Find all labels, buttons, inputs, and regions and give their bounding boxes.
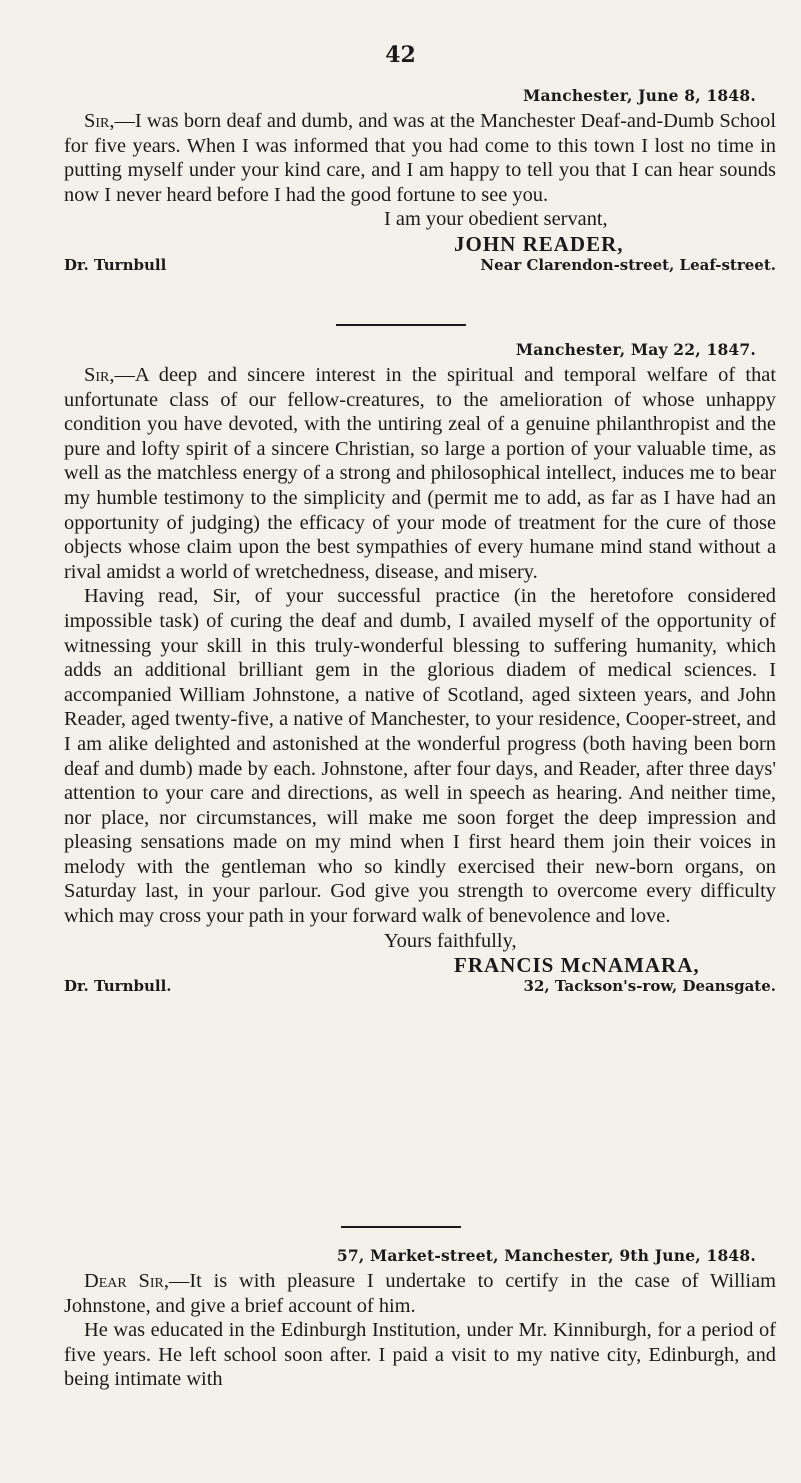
letter-body-text: —I was born deaf and dumb, and was at the Manchester Deaf-and-Dumb School for five years. When I was informed that you had come to this town I lost no time in putting myself under your kind care, and I am happy to tell you that I can hear sounds now I never heard before I had the good fortune to see you. <box>64 110 776 206</box>
divider-rule <box>341 1226 461 1228</box>
section-divider <box>0 324 801 326</box>
letter-signature: FRANCIS McNAMARA, <box>454 953 700 978</box>
letter-market-street <box>64 1246 776 1392</box>
letter-paragraph: He was educated in the Edinburgh Institution, under Mr. Kinniburgh, for a period of five years. He left school soon after. I paid a visit to my native city, Edinburgh, and being intimate with <box>64 1319 776 1391</box>
salutation: Sir, <box>84 364 115 386</box>
letter-paragraph-text: —A deep and sincere interest in the spiritual and temporal welfare of that unfortunate class of our fellow-creatures, to the amelioration of whose unhappy condition you have devoted, with the untiring zeal of a genuine philanthropist and the pure and lofty spirit of a sincere Christian, so large a portion of your valuable time, as well as the matchless energy of a strong and philosophical intellect, induces me to bear my humble testimony to the simplicity and (permit me to add, as far as I have had an opportunity of judging) the efficacy of your mode of treatment for the cure of those objects whose claim upon the best sympathies of every humane mind stand without a rival amidst a world of wretchedness, disease, and misery. <box>64 364 776 583</box>
letter-dateline: 57, Market-street, Manchester, 9th June, 1848. <box>336 1246 756 1265</box>
letter-closing: Yours faithfully, <box>384 929 517 952</box>
letter-paragraph <box>64 363 776 584</box>
letter-address: 32, Tackson's-row, Deansgate. <box>523 977 776 996</box>
letter-body <box>64 109 776 207</box>
letter-paragraph-text: —It is with pleasure I undertake to certify in the case of William Johnstone, and give a brief account of him. <box>64 1270 777 1317</box>
letter-footer <box>64 256 776 274</box>
letter-signature: JOHN READER, <box>454 231 624 256</box>
section-divider <box>0 1226 801 1228</box>
letter-footer <box>64 977 776 995</box>
letter-john-reader <box>64 86 776 274</box>
letter-francis-mcnamara <box>64 340 776 995</box>
page-number: 42 <box>385 42 416 68</box>
divider-rule <box>336 324 466 326</box>
letter-dateline: Manchester, May 22, 1847. <box>515 340 756 359</box>
letter-recipient: Dr. Turnbull <box>64 255 167 274</box>
letter-closing: I am your obedient servant, <box>384 208 608 231</box>
salutation: Dear Sir, <box>84 1270 169 1292</box>
letter-recipient: Dr. Turnbull. <box>64 977 172 996</box>
letter-paragraph <box>64 1269 776 1318</box>
letter-address: Near Clarendon-street, Leaf-street. <box>480 255 776 274</box>
letter-dateline: Manchester, June 8, 1848. <box>523 86 756 105</box>
salutation: Sir, <box>84 110 115 132</box>
letter-paragraph: Having read, Sir, of your successful practice (in the heretofore considered impossible task) of curing the deaf and dumb, I availed myself of the opportunity of witnessing your skill in this truly-wonderful blessing to suffering humanity, which adds an additional brilliant gem in the glorious diadem of medical sciences. I accompanied William Johnstone, a native of Scotland, aged sixteen years, and John Reader, aged twenty-five, a native of Manchester, to your residence, Cooper-street, and I am alike delighted and astonished at the wonderful progress (both having been born deaf and dumb) made by each. Johnstone, after four days, and Reader, after three days' attention to your care and directions, as well in speech as hearing. And neither time, nor place, nor circumstances, will make me soon forget the deep impression and pleasing sensations made on my mind when I first heard them join their voices in melody with the gentleman who so kindly exercised their new-born organs, on Saturday last, in your parlour. God give you strength to overcome every difficulty which may cross your path in your forward walk of benevolence and love. <box>64 585 776 928</box>
